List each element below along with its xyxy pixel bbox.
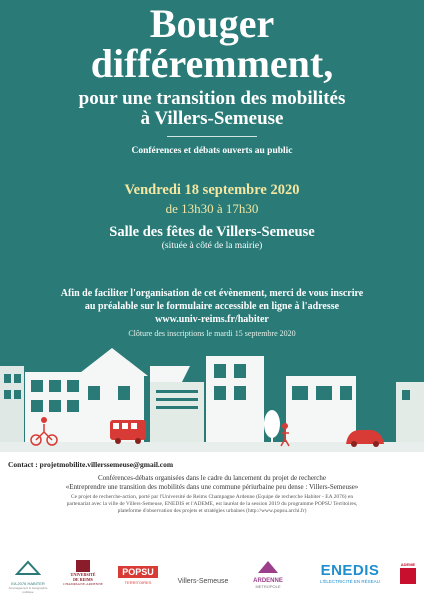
enedis-sublabel: L'ÉLECTRICITÉ EN RÉSEAU	[320, 579, 380, 584]
habiter-logo	[8, 560, 48, 594]
urca-line-3: CHAMPAGNE-ARDENNE	[63, 582, 103, 586]
footer-small-1: Ce projet de recherche-action, porté par l'Université de Reims Champagne Ardenne (Equipe de recherche Habiter - EA 2076) en	[70, 494, 354, 500]
subtitle-line-1: pour une transition des mobilités	[78, 88, 346, 109]
popsu-logo	[112, 562, 164, 585]
popsu-label: POPSU	[118, 566, 158, 578]
urca-logo	[60, 560, 106, 586]
street-illustration	[0, 346, 424, 452]
conference-note: Conférences et débats ouverts au public	[131, 146, 293, 156]
footer-line-2: «Entreprendre une transition des mobilités dans une commune périurbaine peu dense : Villers-Semeuse»	[65, 483, 359, 491]
habiter-sublabel: Aménagement & Géographie politique	[8, 586, 48, 594]
title-line-2: différemment,	[90, 41, 334, 86]
ademe-label: ADEME	[400, 562, 416, 567]
habiter-icon	[15, 560, 41, 576]
registration-line-1: Afin de faciliter l'organisation de cet évènement, merci de vous inscrire	[60, 288, 364, 299]
footer-small-2: partenariat avec la ville de Villers-Semeuse, ENEDIS et l'ADEME, est lauréat de la session 2019 du programme POPSU Territoires,	[66, 501, 358, 507]
enedis-label: ENEDIS	[320, 562, 380, 579]
ademe-logo	[396, 562, 420, 584]
ademe-mark-icon	[400, 568, 416, 584]
urca-line-1: UNIVERSITÉ	[70, 572, 96, 577]
ardenne-metropole-logo	[240, 560, 296, 589]
ardenne-sublabel: METROPOLE	[255, 584, 281, 589]
registration-closing: Clôture des inscriptions le mardi 15 septembre 2020	[128, 329, 296, 338]
event-date: Vendredi 18 septembre 2020	[124, 182, 300, 198]
habiter-label: EA 2076 HABITER	[11, 581, 45, 586]
popsu-sublabel: TERRITOIRES	[124, 580, 152, 585]
registration-url[interactable]: www.univ-reims.fr/habiter	[155, 314, 269, 325]
event-time: de 13h30 à 17h30	[165, 201, 259, 216]
divider	[167, 136, 257, 137]
venue-note: (située à côté de la mairie)	[161, 241, 263, 251]
footer-small-3: plateforme d'observation des projets et stratégies urbaines (http://www.popsu.archi.fr)	[117, 508, 307, 514]
registration-line-2: au préalable sur le formulaire accessible en ligne à l'adresse	[84, 301, 340, 312]
ardenne-label: ARDENNE	[253, 578, 283, 584]
villers-semeuse-logo	[172, 570, 234, 588]
poster-footer	[0, 452, 424, 600]
villers-label: Villers-Semeuse	[177, 578, 229, 585]
enedis-logo	[310, 562, 390, 584]
contact-email[interactable]: Contact : projetmobilite.villerssemeuse@gmail.com	[8, 460, 174, 469]
urca-line-2: DE REIMS	[73, 577, 93, 582]
urca-shield-icon	[76, 560, 90, 572]
footer-line-1: Conférences-débats organisées dans le cadre du lancement du projet de recherche	[97, 474, 327, 482]
subtitle-line-2: à Villers-Semeuse	[140, 108, 284, 129]
ardenne-triangle-icon	[258, 561, 278, 573]
event-venue: Salle des fêtes de Villers-Semeuse	[109, 224, 315, 240]
title-line-1: Bouger	[149, 1, 275, 46]
